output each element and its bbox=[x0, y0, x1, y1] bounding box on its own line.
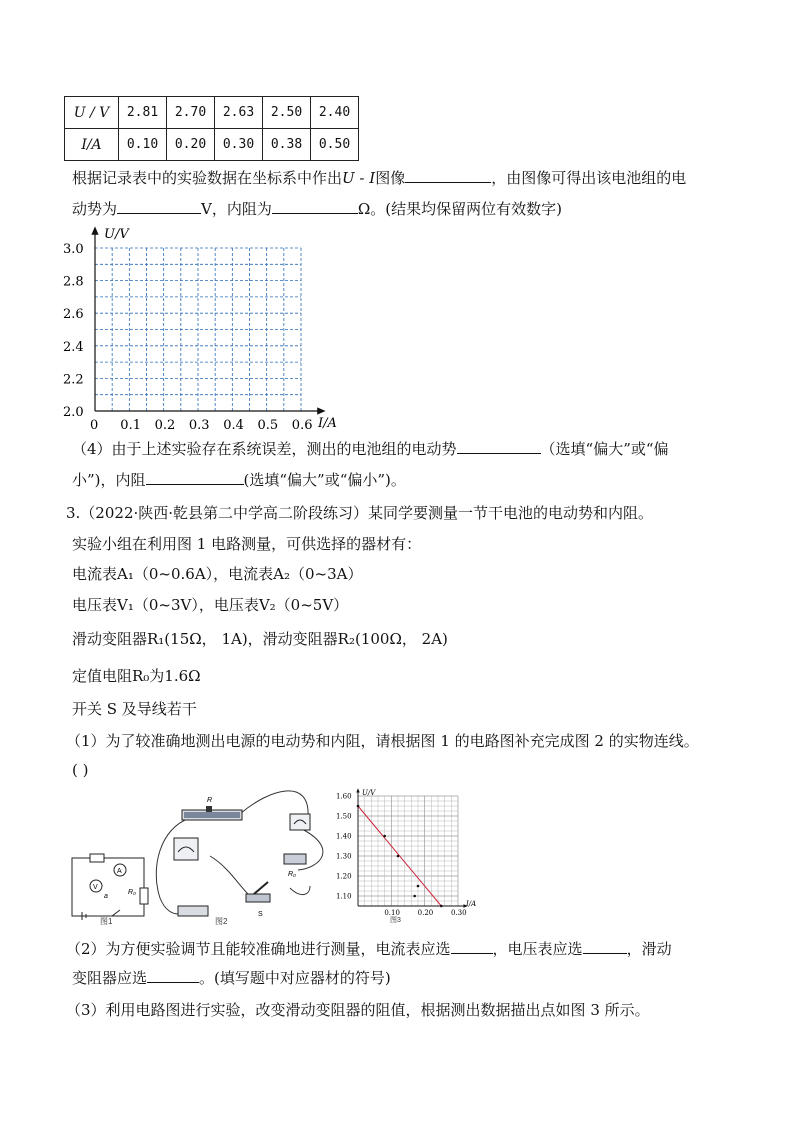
i-cell: 0.38 bbox=[263, 129, 311, 161]
u-cell: 2.40 bbox=[311, 97, 359, 129]
data-point bbox=[413, 895, 416, 898]
fig3-x-label: I/A bbox=[466, 900, 477, 908]
y-tick-label: 2.0 bbox=[63, 405, 84, 420]
switch-base bbox=[246, 894, 270, 902]
rheostat-symbol bbox=[90, 854, 104, 862]
switch-label: S bbox=[258, 911, 263, 918]
wire bbox=[290, 886, 310, 895]
battery-device bbox=[178, 906, 208, 916]
ammeter-body bbox=[290, 814, 310, 830]
fig2-caption: 图2 bbox=[215, 917, 228, 926]
table-row bbox=[65, 129, 359, 161]
switch-device bbox=[246, 882, 270, 918]
text: 图像 bbox=[375, 169, 406, 187]
answer-blank[interactable] bbox=[117, 198, 201, 214]
fig3-x-tick: 0.30 bbox=[451, 909, 467, 917]
u-cell: 2.81 bbox=[119, 97, 167, 129]
wire bbox=[156, 818, 190, 914]
fig3-x-tick: 0.20 bbox=[417, 909, 434, 917]
r0-body bbox=[284, 854, 306, 864]
grid-lines bbox=[95, 248, 301, 411]
q3-part2-line2 bbox=[72, 967, 391, 988]
fig3-y-label: U/V bbox=[362, 789, 376, 797]
equipment-rheostats: 滑动变阻器R₁(15Ω， 1A)，滑动变阻器R₂(100Ω， 2A) bbox=[72, 630, 448, 648]
battery-body bbox=[178, 906, 208, 916]
wire bbox=[210, 856, 254, 900]
i-cell: 0.20 bbox=[167, 129, 215, 161]
data-point bbox=[417, 885, 420, 888]
x-tick-label: 0.2 bbox=[154, 418, 176, 433]
rheostat-device bbox=[182, 797, 242, 820]
q4-line1 bbox=[72, 438, 669, 459]
wire bbox=[240, 791, 308, 816]
row-header-i: I/A bbox=[65, 129, 119, 161]
fig3-ui-chart bbox=[334, 786, 484, 924]
data-point bbox=[357, 805, 360, 808]
u-cell: 2.70 bbox=[167, 97, 215, 129]
fig1-caption: 图1 bbox=[100, 917, 113, 926]
equipment-fixed-resistor: 定值电阻R₀为1.6Ω bbox=[72, 667, 201, 685]
q3-part1: （1）为了较准确地测出电源的电动势和内阻，请根据图 1 的电路图补充完成图 2 的实物连线。 bbox=[66, 732, 699, 750]
rheostat-label: R bbox=[207, 797, 213, 804]
y-tick-label: 2.8 bbox=[63, 274, 84, 290]
ammeter-label: A bbox=[117, 868, 122, 875]
ammeter-device bbox=[290, 814, 310, 830]
fig3-y-tick: 1.30 bbox=[336, 852, 352, 861]
x-tick-label: 0 bbox=[90, 418, 99, 433]
r0-label: R₀ bbox=[128, 889, 137, 896]
fig3-x-tick: 0.10 bbox=[384, 909, 400, 917]
rheostat-coil bbox=[184, 812, 240, 818]
text: Ω。(结果均保留两位有效数字) bbox=[357, 200, 563, 218]
text: 动势为 bbox=[72, 200, 118, 218]
fig3-y-tick: 1.60 bbox=[336, 792, 352, 801]
text: U - I bbox=[342, 169, 376, 187]
switch-lever bbox=[254, 882, 268, 894]
text: 。(填写题中对应器材的符号) bbox=[199, 969, 391, 987]
q4-line2 bbox=[72, 469, 406, 490]
switch-symbol bbox=[112, 910, 120, 916]
fig1-circuit-diagram bbox=[68, 848, 158, 928]
plot-question-line1 bbox=[72, 167, 686, 188]
answer-blank[interactable] bbox=[451, 938, 493, 954]
equipment-voltmeters: 电压表V₁（0~3V），电压表V₂（0~5V） bbox=[72, 596, 349, 614]
x-tick-label: 0.3 bbox=[188, 418, 210, 433]
text: ，电压表应选 bbox=[492, 940, 583, 958]
x-tick-label: 0.6 bbox=[291, 418, 313, 433]
text: ，由图像可得出该电池组的电 bbox=[491, 169, 687, 187]
x-tick-label: 0.4 bbox=[223, 418, 244, 433]
r0-device bbox=[284, 854, 306, 878]
equipment-switch: 开关 S 及导线若干 bbox=[72, 700, 197, 718]
voltmeter-body bbox=[174, 838, 198, 860]
text: 根据记录表中的实验数据在坐标系中作出 bbox=[72, 169, 343, 187]
u-cell: 2.50 bbox=[263, 97, 311, 129]
text: （4）由于上述实验存在系统误差，测出的电池组的电动势 bbox=[72, 440, 457, 458]
fig3-y-tick: 1.50 bbox=[336, 812, 352, 821]
q3-part3: （3）利用电路图进行实验，改变滑动变阻器的阻值，根据测出数据描出点如图 3 所示。 bbox=[66, 1001, 650, 1019]
y-tick-label: 2.6 bbox=[63, 307, 84, 323]
x-tick-label: 0.5 bbox=[257, 418, 279, 433]
r0-symbol bbox=[140, 888, 148, 904]
q3-title: 3.（2022·陕西·乾县第二中学高二阶段练习）某同学要测量一节干电池的电动势和内阻。 bbox=[66, 504, 654, 522]
point-a-label: a bbox=[104, 893, 108, 900]
i-cell: 0.50 bbox=[311, 129, 359, 161]
answer-blank[interactable] bbox=[272, 198, 358, 214]
i-cell: 0.10 bbox=[119, 129, 167, 161]
fig3-grid bbox=[358, 796, 458, 906]
text: V，内阻为 bbox=[201, 200, 272, 218]
answer-blank[interactable] bbox=[147, 967, 199, 983]
answer-blank[interactable] bbox=[146, 469, 244, 485]
answer-blank[interactable] bbox=[583, 938, 627, 954]
fig2-apparatus bbox=[150, 788, 340, 928]
y-tick-label: 3.0 bbox=[63, 242, 84, 257]
y-tick-label: 2.2 bbox=[63, 372, 84, 388]
q3-intro: 实验小组在利用图 1 电路测量，可供选择的器材有： bbox=[72, 535, 422, 553]
text: （选填“偏大”或“偏 bbox=[540, 440, 669, 458]
answer-blank[interactable] bbox=[405, 167, 491, 183]
fig3-y-tick: 1.10 bbox=[336, 892, 352, 901]
i-cell: 0.30 bbox=[215, 129, 263, 161]
text: (选填“偏大”或“偏小”)。 bbox=[243, 471, 406, 489]
equipment-ammeters: 电流表A₁（0~0.6A），电流表A₂（0~3A） bbox=[72, 565, 363, 583]
table-row bbox=[65, 97, 359, 129]
row-header-u: U / V bbox=[65, 97, 119, 129]
fig3-y-tick: 1.20 bbox=[336, 872, 352, 881]
text: 小”)，内阻 bbox=[72, 471, 146, 489]
data-table bbox=[64, 96, 359, 161]
q3-part1-answer[interactable]: ( ) bbox=[72, 761, 89, 779]
fig3-caption: 图3 bbox=[390, 917, 401, 924]
u-cell: 2.63 bbox=[215, 97, 263, 129]
blank-ui-grid bbox=[60, 222, 350, 434]
fig3-y-tick: 1.40 bbox=[336, 832, 352, 841]
y-axis-label: U/V bbox=[104, 227, 129, 242]
x-tick-label: 0.1 bbox=[120, 418, 141, 433]
y-tick-label: 2.4 bbox=[63, 339, 84, 355]
voltmeter-label: V bbox=[93, 884, 98, 891]
q3-part2-line1 bbox=[66, 938, 672, 959]
circuit-loop bbox=[72, 858, 144, 916]
voltmeter-device bbox=[174, 838, 198, 860]
data-point bbox=[397, 855, 400, 858]
text: （2）为方便实验调节且能较准确地进行测量，电流表应选 bbox=[66, 940, 451, 958]
text: ，滑动 bbox=[626, 940, 672, 958]
text: 变阻器应选 bbox=[72, 969, 148, 987]
data-point bbox=[383, 835, 386, 838]
x-axis-label: I/A bbox=[318, 416, 337, 431]
plot-question-line2 bbox=[72, 198, 562, 219]
data-point bbox=[440, 905, 443, 908]
rheostat-slider bbox=[206, 806, 212, 812]
r0-device-label: R₀ bbox=[288, 871, 297, 878]
answer-blank[interactable] bbox=[457, 438, 541, 454]
